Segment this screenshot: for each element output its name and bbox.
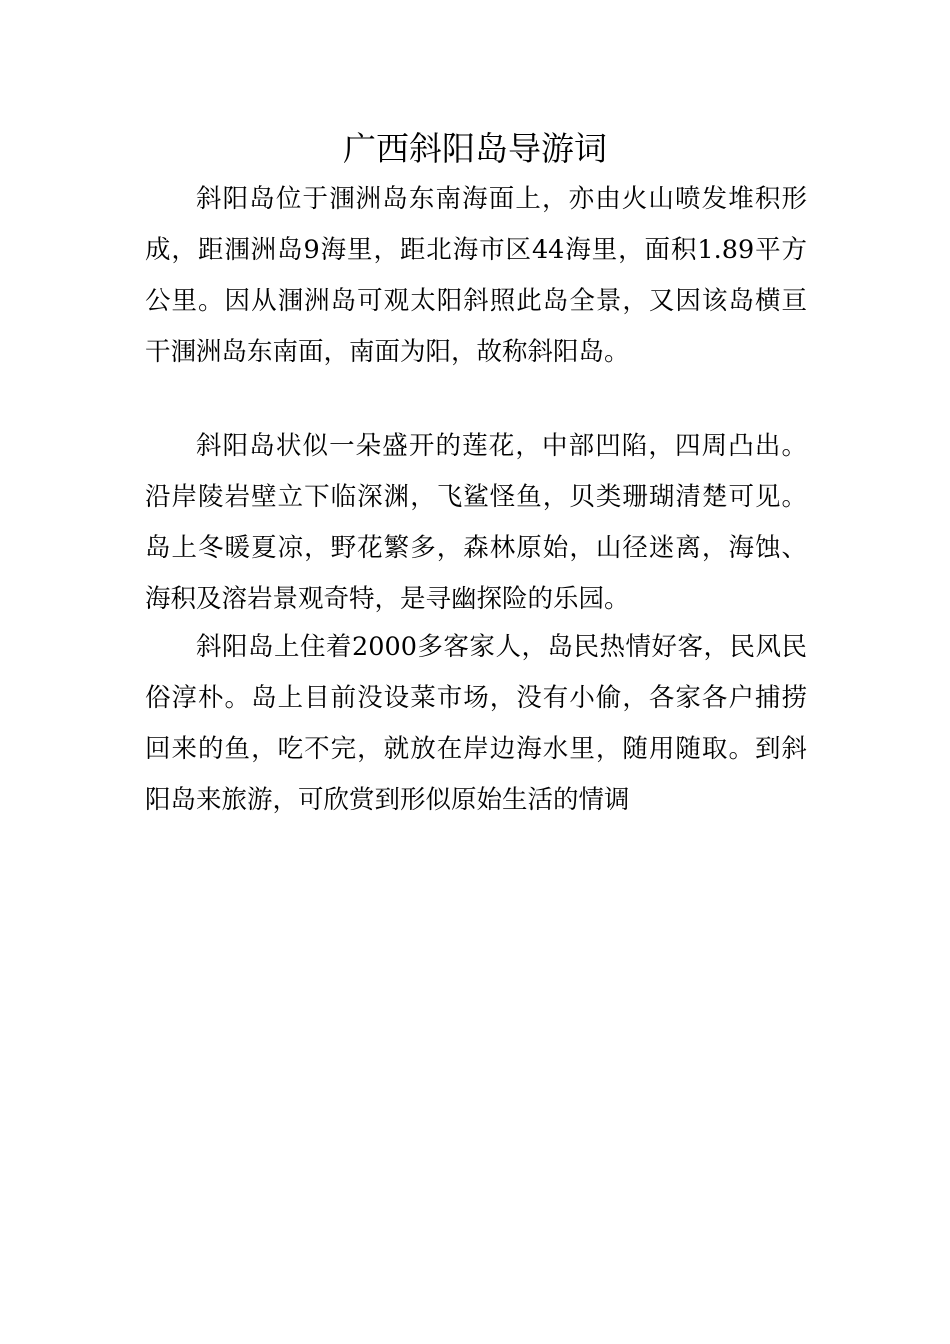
page-title: 广西斜阳岛导游词 bbox=[343, 129, 607, 168]
paragraph-1: 斜阳岛位于涠洲岛东南海面上，亦由火山喷发堆积形成，距涠洲岛9海里，距北海市区44海里，面积1.89平方公里。因从涠洲岛可观太阳斜照此岛全景，又因该岛横亘干涠洲岛东南面，南面为阳，故称斜阳岛。 bbox=[145, 184, 807, 367]
paragraph-3: 斜阳岛上住着2000多客家人，岛民热情好客，民风民俗淳朴。岛上目前没设菜市场，没有小偷，各家各户捕捞回来的鱼，吃不完，就放在岸边海水里，随用随取。到斜阳岛来旅游，可欣赏到形似原始生活的情调 bbox=[145, 632, 807, 815]
paragraph-2: 斜阳岛状似一朵盛开的莲花，中部凹陷，四周凸出。沿岸陵岩壁立下临深渊，飞鲨怪鱼，贝类珊瑚清楚可见。岛上冬暖夏凉，野花繁多，森林原始，山径迷离，海蚀、海积及溶岩景观奇特，是寻幽探险的乐园。 bbox=[145, 431, 807, 614]
